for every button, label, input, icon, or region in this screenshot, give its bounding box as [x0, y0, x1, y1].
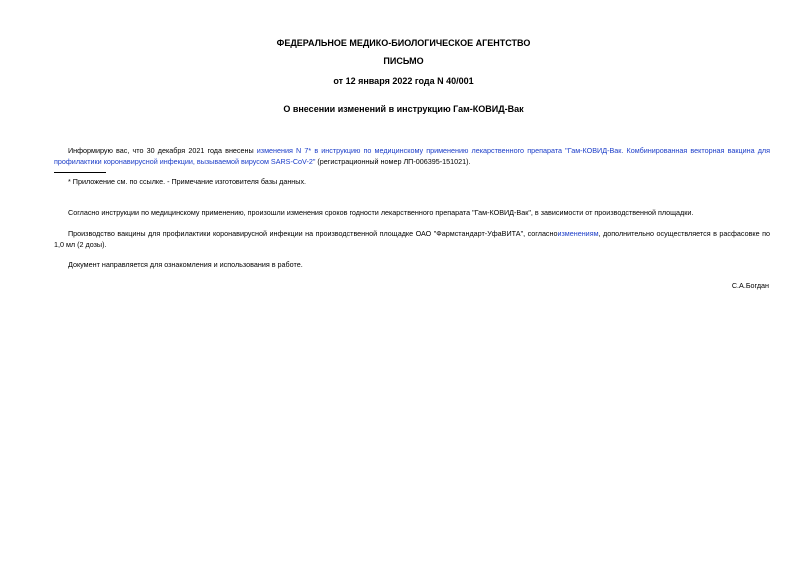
paragraph-4: Документ направляется для ознакомления и использования в работе. [68, 260, 303, 269]
document-type: ПИСЬМО [383, 56, 424, 66]
footnote-divider [54, 172, 106, 173]
changes-link[interactable]: изменениям [557, 229, 599, 238]
paragraph-3-start: Производство вакцины для профилактики коронавирусной инфекции на производственной площадке ОАО "Фармстандарт-УфаВИТА", согласно [68, 229, 558, 238]
paragraph-1-start: Информирую вас, что 30 декабря 2021 года внесены [68, 146, 257, 155]
footnote: * Приложение см. по ссылке. - Примечание изготовителя базы данных. [68, 177, 307, 186]
paragraph-2: Согласно инструкции по медицинскому применению, произошли изменения сроков годности лекарственного препарата "Гам-КОВИД-Вак", в зависимости от производственной площадки. [68, 208, 694, 217]
agency-name: ФЕДЕРАЛЬНОЕ МЕДИКО-БИОЛОГИЧЕСКОЕ АГЕНТСТВО [276, 38, 531, 48]
paragraph-3-end: , дополнительно осуществляется в расфасовке по 1,0 мл (2 дозы). [54, 229, 770, 249]
paragraph-1 [54, 145, 770, 167]
document-subject: О внесении изменений в инструкцию Гам-КОВИД-Вак [283, 104, 524, 114]
signature: С.А.Богдан [731, 281, 769, 290]
document-date-number: от 12 января 2022 года N 40/001 [333, 76, 474, 86]
paragraph-1-end: (регистрационный номер ЛП-006395-151021). [315, 157, 471, 166]
instruction-changes-link[interactable]: изменения N 7* в инструкцию по медицинскому применению лекарственного препарата "Гам-КОВИД-Вак. Комбинированная векторная вакцина для профилактики коронавирусной инфекции, вызываемой вирусом SARS-CoV-2" [54, 146, 770, 166]
paragraph-3 [54, 228, 770, 250]
